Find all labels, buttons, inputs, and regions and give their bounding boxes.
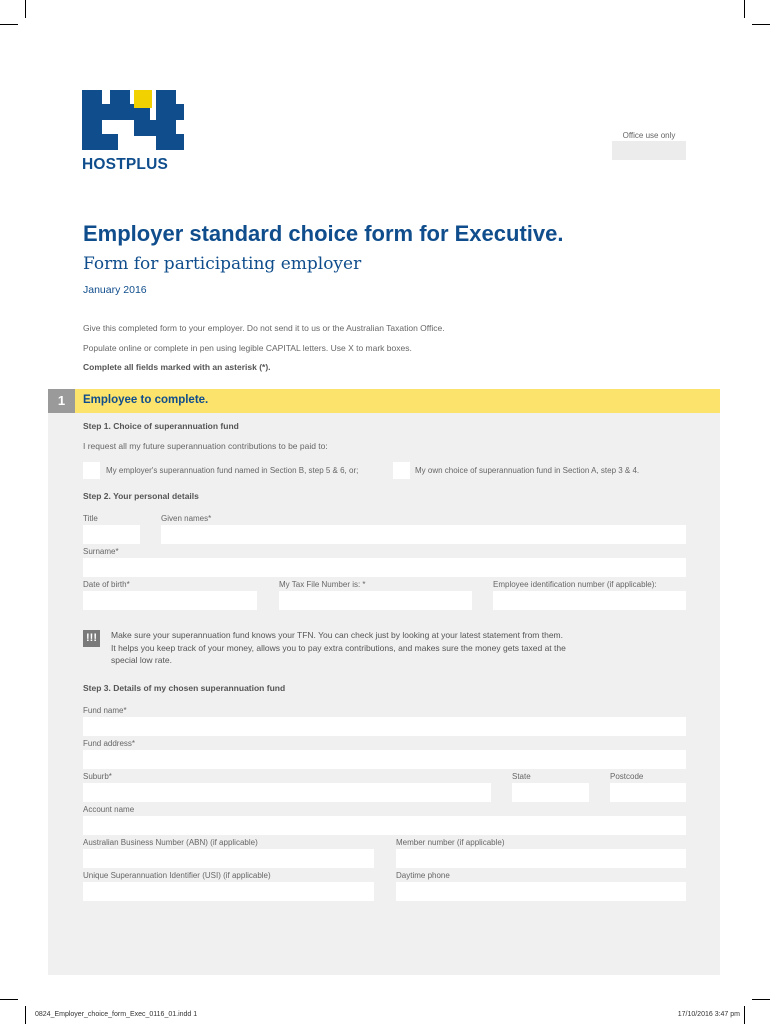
tfn-note-line-3: special low rate. <box>111 655 172 665</box>
form-date: January 2016 <box>83 284 147 296</box>
abn-field[interactable] <box>83 849 374 868</box>
usi-label: Unique Superannuation Identifier (USI) (if applicable) <box>83 871 271 880</box>
crop-mark <box>744 0 745 18</box>
employee-id-field[interactable] <box>493 591 686 610</box>
state-label: State <box>512 772 531 781</box>
crop-mark <box>25 0 26 18</box>
tfn-field[interactable] <box>279 591 472 610</box>
given-names-field[interactable] <box>161 525 686 544</box>
tfn-note-line-2: It helps you keep track of your money, allows you to pay extra contributions, and makes sure the money gets taxed at the <box>111 642 566 653</box>
employee-id-label: Employee identification number (if applicable): <box>493 580 657 589</box>
own-fund-checkbox[interactable] <box>393 462 410 479</box>
dob-label: Date of birth* <box>83 580 130 589</box>
fund-address-field[interactable] <box>83 750 686 769</box>
given-names-label: Given names* <box>161 514 212 523</box>
brand-name: HOSTPLUS <box>82 156 168 173</box>
tfn-note <box>111 629 671 667</box>
crop-mark <box>0 999 18 1000</box>
postcode-field[interactable] <box>610 783 686 802</box>
footer-timestamp: 17/10/2016 3:47 pm <box>677 1011 740 1018</box>
step-3-title: Step 3. Details of my chosen superannuation fund <box>83 683 286 693</box>
crop-mark <box>752 999 770 1000</box>
crop-mark <box>25 1006 26 1024</box>
intro-line-1: Give this completed form to your employer. Do not send it to us or the Australian Taxation Office. <box>83 323 445 333</box>
account-name-field[interactable] <box>83 816 686 835</box>
tfn-note-line-1: Make sure your superannuation fund knows your TFN. You can check just by looking at your latest statement from them. <box>111 630 563 640</box>
account-name-label: Account name <box>83 805 135 814</box>
step-2-title: Step 2. Your personal details <box>83 491 199 501</box>
crop-mark <box>0 24 18 25</box>
office-use-label: Office use only <box>622 131 676 140</box>
section-title: Employee to complete. <box>83 394 209 406</box>
dob-field[interactable] <box>83 591 257 610</box>
title-label: Title <box>83 514 98 523</box>
crop-mark <box>744 1006 745 1024</box>
own-fund-option-label: My own choice of superannuation fund in Section A, step 3 & 4. <box>415 466 640 475</box>
crop-mark <box>752 24 770 25</box>
daytime-phone-field[interactable] <box>396 882 686 901</box>
fund-name-label: Fund name* <box>83 706 127 715</box>
fund-address-label: Fund address* <box>83 739 136 748</box>
intro-line-3: Complete all fields marked with an asterisk (*). <box>83 362 271 372</box>
member-number-label: Member number (if applicable) <box>396 838 505 847</box>
page-title: Employer standard choice form for Executive. <box>83 221 564 246</box>
title-field[interactable] <box>83 525 140 544</box>
tfn-label: My Tax File Number is: * <box>279 580 366 589</box>
alert-icon: !!! <box>83 630 100 647</box>
section-number: 1 <box>48 389 75 413</box>
surname-field[interactable] <box>83 558 686 577</box>
usi-field[interactable] <box>83 882 374 901</box>
suburb-label: Suburb* <box>83 772 112 781</box>
office-use-box <box>612 141 686 160</box>
employer-fund-option-label: My employer's superannuation fund named in Section B, step 5 & 6, or; <box>106 466 359 475</box>
postcode-label: Postcode <box>610 772 644 781</box>
step-1-title: Step 1. Choice of superannuation fund <box>83 421 239 431</box>
employer-fund-checkbox[interactable] <box>83 462 100 479</box>
member-number-field[interactable] <box>396 849 686 868</box>
abn-label: Australian Business Number (ABN) (if applicable) <box>83 838 258 847</box>
footer-filename: 0824_Employer_choice_form_Exec_0116_01.indd 1 <box>35 1011 198 1018</box>
state-field[interactable] <box>512 783 589 802</box>
page-subtitle: Form for participating employer <box>83 254 362 274</box>
fund-name-field[interactable] <box>83 717 686 736</box>
intro-line-2: Populate online or complete in pen using legible CAPITAL letters. Use X to mark boxes. <box>83 343 412 353</box>
suburb-field[interactable] <box>83 783 491 802</box>
daytime-phone-label: Daytime phone <box>396 871 450 880</box>
step-1-prompt: I request all my future superannuation contributions to be paid to: <box>83 441 328 451</box>
surname-label: Surname* <box>83 547 119 556</box>
